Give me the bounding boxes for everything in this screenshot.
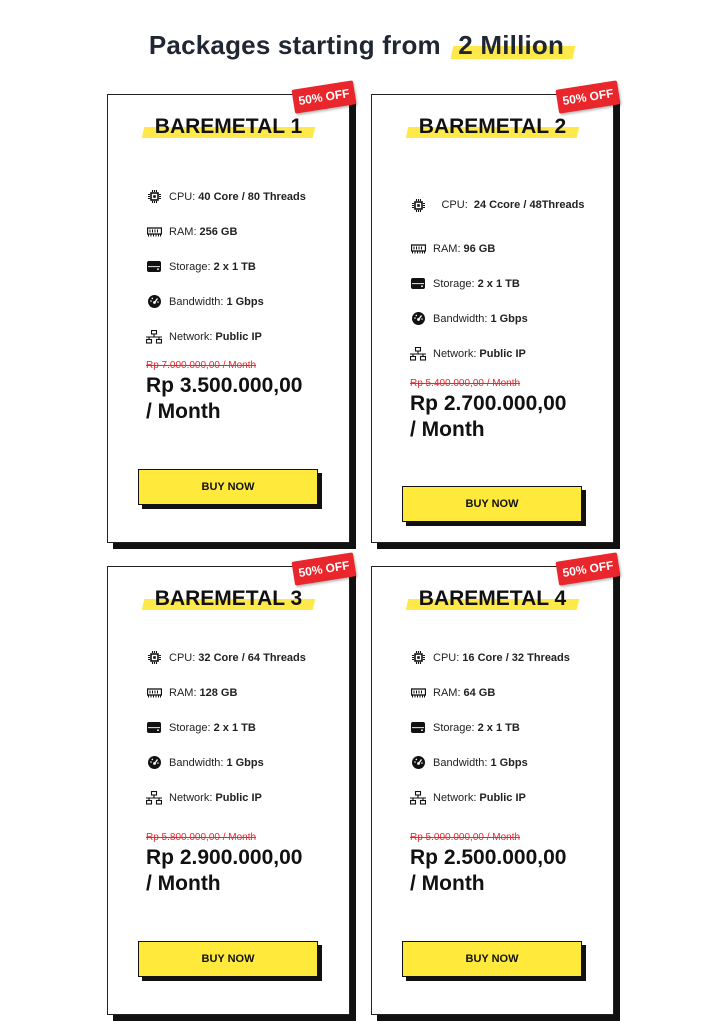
spec-bandwidth: [146, 284, 342, 319]
cpu-icon: [410, 651, 426, 665]
spec-value: 2 x 1 TB: [477, 277, 520, 290]
package-title: BAREMETAL 1: [108, 115, 349, 139]
spec-storage: [146, 249, 342, 284]
price-period: / Month: [146, 872, 221, 895]
network-icon: [410, 347, 426, 361]
package-card-baremetal-1: [107, 86, 351, 543]
spec-storage: [410, 266, 606, 301]
page-title-prefix: Packages starting from: [148, 30, 441, 60]
spec-value: 1 Gbps: [490, 312, 528, 325]
discount-badge: 50% OFF: [556, 552, 621, 585]
memory-icon: [410, 242, 426, 256]
price-amount: Rp 2.700.000,00: [410, 392, 567, 415]
spec-label: Storage:: [433, 277, 475, 290]
original-price: Rp 7.000.000,00 / Month: [146, 360, 257, 371]
spec-list: [146, 179, 342, 354]
spec-label: RAM:: [433, 242, 461, 255]
memory-icon: [410, 686, 426, 700]
spec-ram: [146, 675, 342, 710]
price-period: / Month: [410, 418, 485, 441]
speedometer-icon: [146, 756, 162, 770]
spec-value: 32 Core / 64 Threads: [198, 651, 306, 664]
spec-network: [146, 780, 342, 815]
hard-drive-icon: [410, 721, 426, 735]
spec-label: Network:: [433, 347, 477, 360]
spec-bandwidth: [410, 745, 606, 780]
spec-label: Network:: [169, 791, 213, 804]
spec-value: 1 Gbps: [490, 756, 528, 769]
spec-label: Bandwidth:: [433, 756, 488, 769]
spec-bandwidth: [146, 745, 342, 780]
spec-label: RAM:: [169, 225, 197, 238]
page-title-highlight: 2 Million: [452, 30, 570, 61]
spec-storage: [410, 710, 606, 745]
spec-list: [410, 640, 606, 815]
buy-now-button[interactable]: BUY NOW: [402, 486, 582, 522]
package-card-baremetal-4: [371, 558, 615, 1015]
discounted-price: [410, 845, 610, 897]
speedometer-icon: [146, 295, 162, 309]
discount-badge: 50% OFF: [292, 552, 357, 585]
spec-bandwidth: [410, 301, 606, 336]
package-card-baremetal-3: [107, 558, 351, 1015]
spec-value: 2 x 1 TB: [477, 721, 520, 734]
network-icon: [410, 791, 426, 805]
spec-label: Storage:: [169, 721, 211, 734]
original-price: Rp 5.800.000,00 / Month: [146, 832, 257, 843]
spec-value: 2 x 1 TB: [213, 260, 256, 273]
cpu-icon: [410, 198, 426, 212]
spec-cpu: [410, 640, 606, 675]
spec-network: [410, 336, 606, 371]
cpu-icon: [146, 190, 162, 204]
buy-now-button[interactable]: BUY NOW: [138, 469, 318, 505]
page-title: [0, 30, 719, 61]
spec-cpu: [146, 179, 342, 214]
package-title: BAREMETAL 4: [372, 587, 613, 611]
hard-drive-icon: [146, 721, 162, 735]
price-period: / Month: [410, 872, 485, 895]
spec-value: 64 GB: [463, 686, 496, 699]
spec-network: [410, 780, 606, 815]
spec-label: Bandwidth:: [169, 295, 224, 308]
spec-cpu: [146, 640, 342, 675]
spec-label: CPU:: [169, 190, 196, 203]
spec-value: 1 Gbps: [226, 295, 264, 308]
price-period: / Month: [146, 400, 221, 423]
price-amount: Rp 2.500.000,00: [410, 846, 567, 869]
original-price: Rp 5.000.000,00 / Month: [410, 832, 521, 843]
speedometer-icon: [410, 756, 426, 770]
spec-label: CPU:: [169, 651, 196, 664]
discount-badge: 50% OFF: [556, 80, 621, 113]
discounted-price: [146, 373, 346, 425]
buy-now-button[interactable]: BUY NOW: [402, 941, 582, 977]
spec-value: 16 Core / 32 Threads: [462, 651, 570, 664]
original-price: Rp 5.400.000,00 / Month: [410, 378, 521, 389]
price-amount: Rp 2.900.000,00: [146, 846, 303, 869]
spec-cpu: [410, 179, 606, 231]
spec-label: Storage:: [169, 260, 211, 273]
discount-badge: 50% OFF: [292, 80, 357, 113]
spec-label: Storage:: [433, 721, 475, 734]
spec-text: [433, 197, 593, 214]
memory-icon: [146, 225, 162, 239]
price-amount: Rp 3.500.000,00: [146, 374, 303, 397]
spec-label: CPU:: [441, 198, 468, 211]
hard-drive-icon: [146, 260, 162, 274]
spec-label: Bandwidth:: [169, 756, 224, 769]
spec-value: 96 GB: [463, 242, 496, 255]
spec-value: 256 GB: [199, 225, 238, 238]
spec-storage: [146, 710, 342, 745]
memory-icon: [146, 686, 162, 700]
spec-value: 1 Gbps: [226, 756, 264, 769]
spec-value: Public IP: [479, 347, 526, 360]
package-title: BAREMETAL 2: [372, 115, 613, 139]
spec-value: 40 Core / 80 Threads: [198, 190, 306, 203]
buy-now-button[interactable]: BUY NOW: [138, 941, 318, 977]
hard-drive-icon: [410, 277, 426, 291]
spec-list: [146, 640, 342, 815]
spec-label: RAM:: [433, 686, 461, 699]
spec-value: Public IP: [215, 791, 262, 804]
spec-ram: [410, 231, 606, 266]
spec-ram: [410, 675, 606, 710]
spec-value: Public IP: [479, 791, 526, 804]
spec-value: Public IP: [215, 330, 262, 343]
package-title: BAREMETAL 3: [108, 587, 349, 611]
spec-value: 2 x 1 TB: [213, 721, 256, 734]
spec-label: Bandwidth:: [433, 312, 488, 325]
spec-ram: [146, 214, 342, 249]
spec-value: 24 Ccore / 48Threads: [473, 198, 585, 211]
spec-value: 128 GB: [199, 686, 238, 699]
spec-label: RAM:: [169, 686, 197, 699]
spec-list: [410, 179, 606, 371]
package-card-baremetal-2: [371, 86, 615, 543]
spec-label: CPU:: [433, 651, 460, 664]
spec-network: [146, 319, 342, 354]
discounted-price: [146, 845, 346, 897]
spec-label: Network:: [169, 330, 213, 343]
network-icon: [146, 791, 162, 805]
speedometer-icon: [410, 312, 426, 326]
cpu-icon: [146, 651, 162, 665]
spec-label: Network:: [433, 791, 477, 804]
network-icon: [146, 330, 162, 344]
discounted-price: [410, 391, 610, 443]
